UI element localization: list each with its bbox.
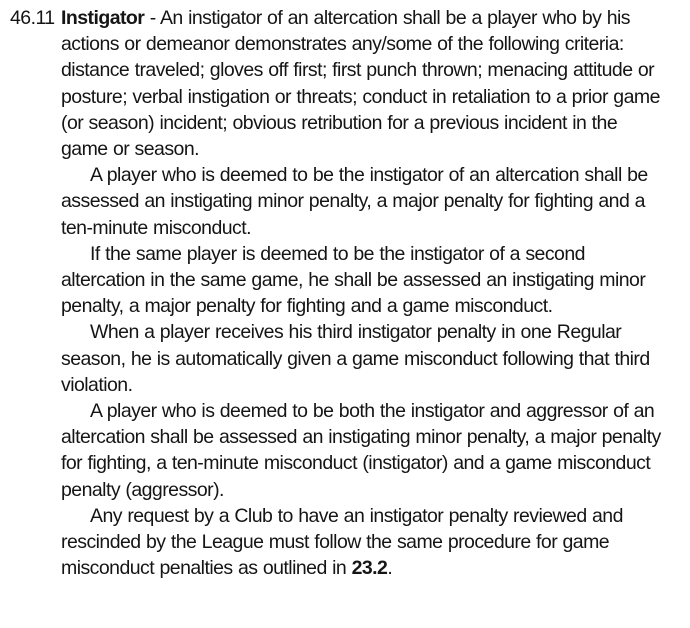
rule-intro-paragraph [61,5,661,162]
rule-body [61,5,661,581]
rule-final-punctuation: . [387,557,393,580]
rule-intro-text: - An instigator of an altercation shall be a player who by his actions or demeanor demonstrates any/some of the following criteria: distance traveled; gloves off first; first punch thrown; menacing attitude or posture; verbal instigation or threats; conduct in retaliation to a prior game (or season) incident; obvious retribution for a previous incident in the game or season. [61,7,660,161]
rule-paragraph: If the same player is deemed to be the instigator of a second altercation in the same game, he shall be assessed an instigating minor penalty, a major penalty for fighting and a game misconduct. [61,242,646,318]
rule-title: Instigator [61,7,145,29]
rule-final-paragraph [61,503,661,582]
rule-cross-reference: 23.2 [351,557,388,580]
rule-number: 46.11 [10,7,55,29]
rule-paragraph: When a player receives his third instigator penalty in one Regular season, he is automatically given a game misconduct following that third violation. [61,321,650,396]
rule-paragraph: A player who is deemed to be the instigator of an altercation shall be assessed an instigating minor penalty, a major penalty for fighting and a ten-minute misconduct. [61,164,648,239]
rule-paragraph: A player who is deemed to be both the instigator and aggressor of an altercation shall be assessed an instigating minor penalty, a major penalty for fighting, a ten-minute misconduct (instigator) and a game misconduct penalty (aggressor). [61,400,661,501]
rule-final-text: Any request by a Club to have an instigator penalty reviewed and rescinded by the League must follow the same procedure for game misconduct penalties as outlined in [61,504,623,580]
